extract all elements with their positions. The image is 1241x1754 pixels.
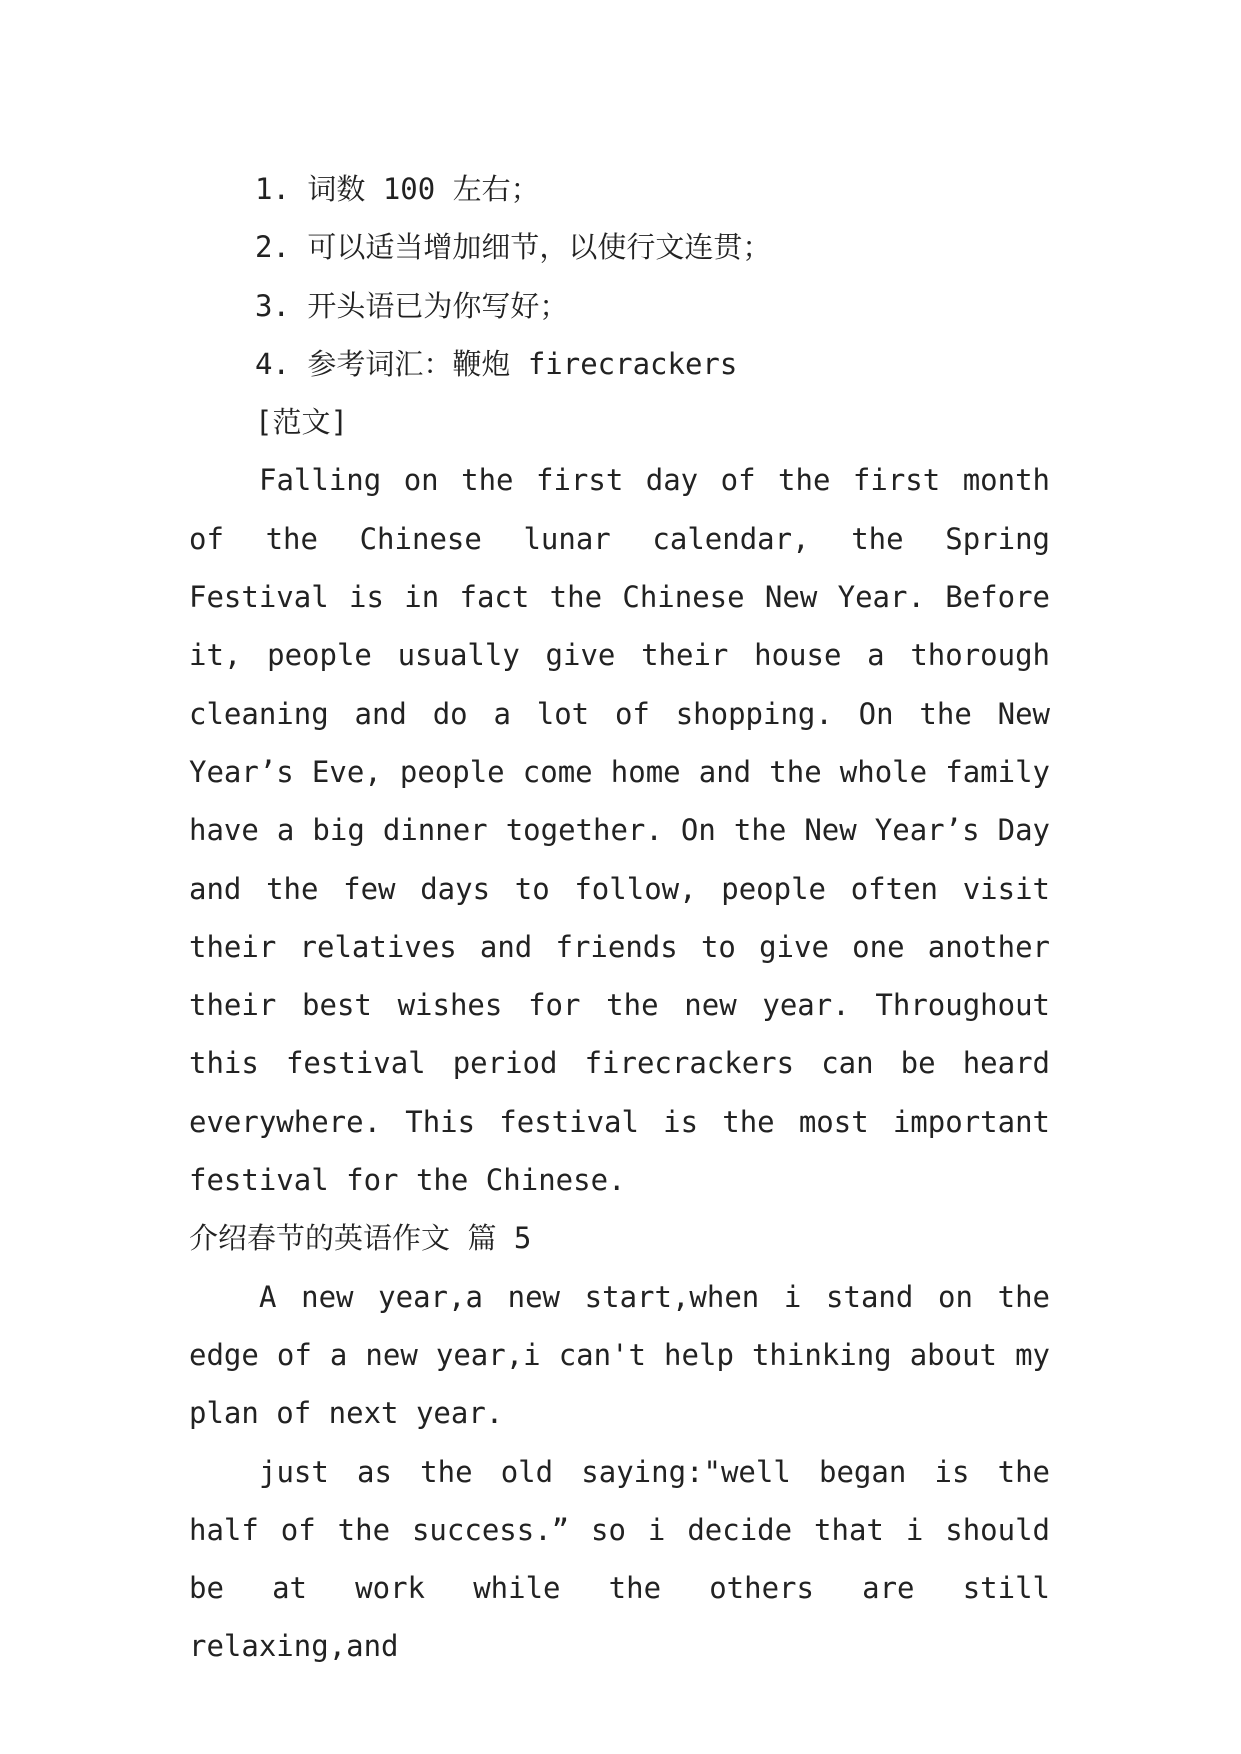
requirement-item-1: 1. 词数 100 左右； [255, 172, 540, 206]
essay5-paragraph-1: A new year,a new start,when i stand on the edge of a new year,i can't help thinking about my plan of next year. [189, 1279, 1050, 1431]
requirement-item-3: 3. 开头语已为你写好； [255, 288, 569, 323]
requirement-item-2: 2. 可以适当增加细节，以使行文连贯； [255, 230, 772, 265]
sample-label: [范文] [255, 405, 348, 440]
document-body [189, 160, 1050, 1676]
essay5-paragraph-2: just as the old saying:"well began is the half of the success.” so i decide that i should be at work while the others are still relaxing,and [189, 1454, 1050, 1664]
requirement-item-4: 4. 参考词汇：鞭炮 firecrackers [255, 346, 738, 381]
section-heading: 介绍春节的英语作文 篇 5 [189, 1221, 532, 1256]
sample-essay-paragraph: Falling on the first day of the first month of the Chinese lunar calendar, the Spring Festival is in fact the Chinese New Year. Before it, people usually give their house a thorough cleaning and do a lot of shopping. On the New Year’s Eve, people come home and the whole family have a big dinner together. On the New Year’s Day and the few days to follow, people often visit their relatives and friends to give one another their best wishes for the new year. Throughout this festival period firecrackers can be heard everywhere. This festival is the most important festival for the Chinese. [189, 463, 1050, 1198]
